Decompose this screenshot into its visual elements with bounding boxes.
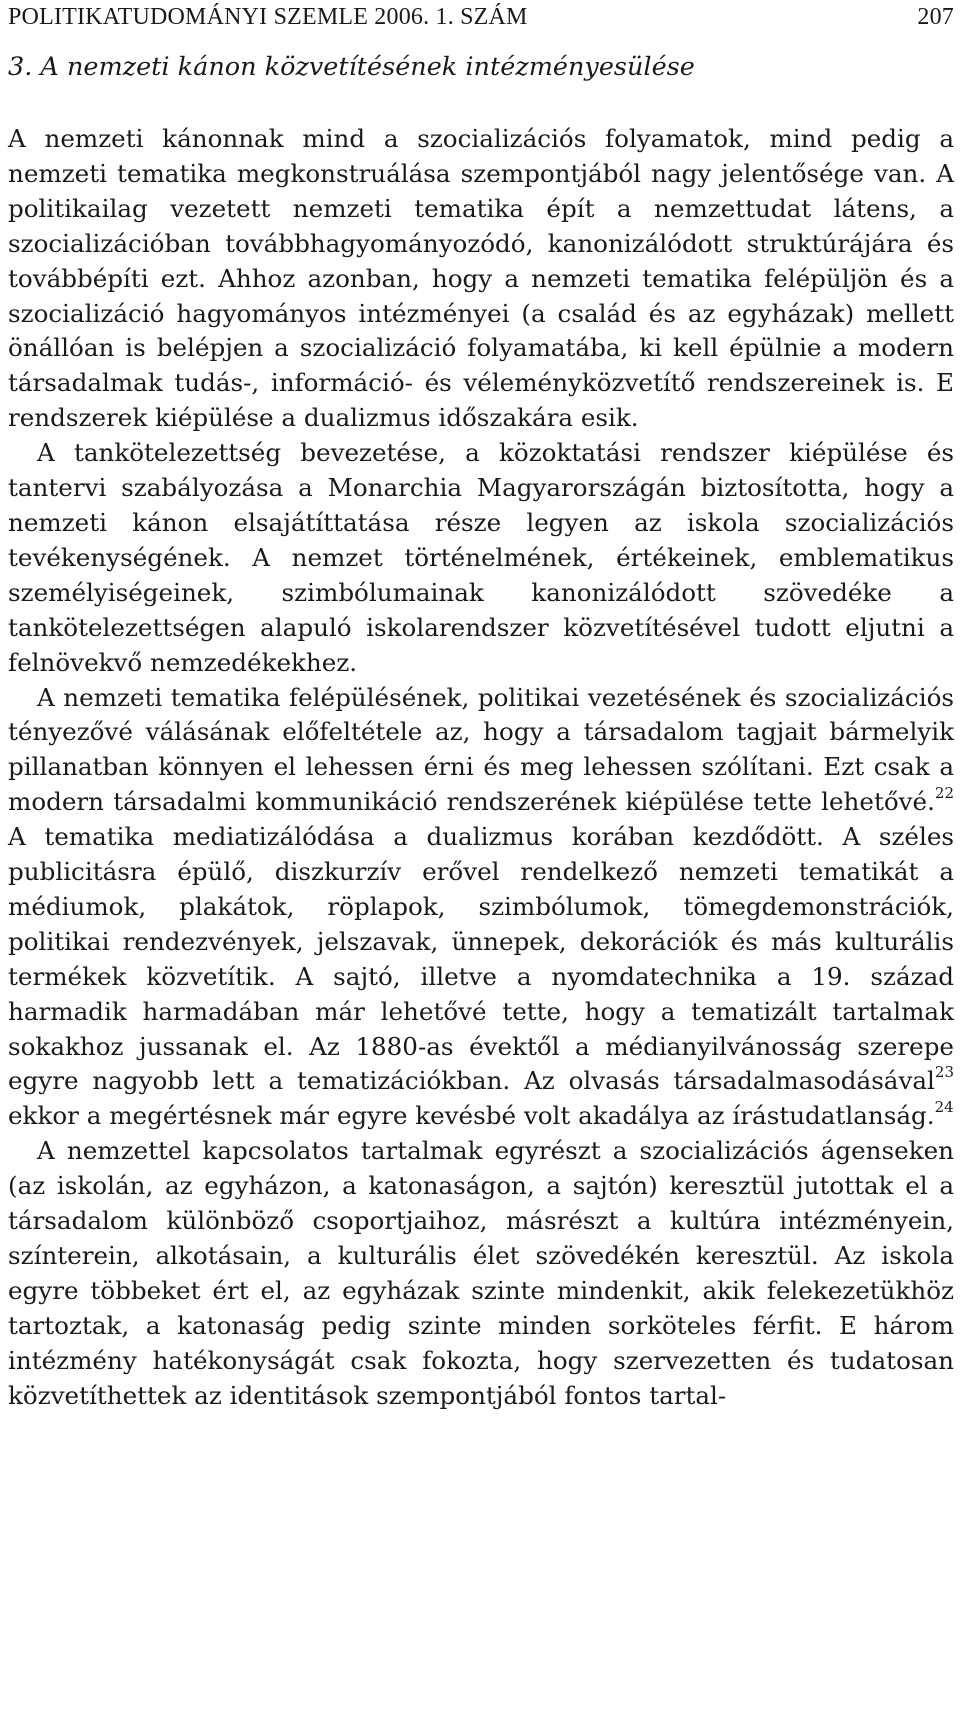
- paragraph-text: ekkor a megértésnek már egyre kevésbé volt akadálya az írástudatlanság.: [8, 1101, 935, 1131]
- footnote-marker: 22: [934, 784, 954, 803]
- paragraph-text: A nemzettel kapcsolatos tartalmak egyrészt a szocializációs ágenseken (az iskolán, az egyházon, a katonaságon, a sajtón) keresztül jutottak el a társadalom különböző csoportjaihoz, másrészt a kultúra intézményein, színterein, alkotásain, a kulturális élet szövedékén keresztül. Az iskola egyre többeket ért el, az egyházak szinte mindenkit, akik felekezetükhöz tartoztak, a katonaság pedig szinte minden sorköteles férfit. E három intézmény hatékonyságát csak fokozta, hogy szervezetten és tudatosan közvetíthettek az identitások szempontjából fontos tartal-: [8, 1136, 954, 1410]
- paragraph-text: A tankötelezettség bevezetése, a közoktatási rendszer kiépülése és tantervi szabályozása a Monarchia Magyarországán biztosította, hogy a nemzeti kánon elsajátíttatása része legyen az iskola szocializációs tevékenységének. A nemzet történelmének, értékeinek, emblematikus személyiségeinek, szimbólumainak kanonizálódott szövedéke a tankötelezettségen alapuló iskolarendszer közvetítésével tudott eljutni a felnövekvő nemzedékekhez.: [8, 438, 954, 677]
- section-heading: 3. A nemzeti kánon közvetítésének intézményesülése: [8, 52, 695, 82]
- document-page: [8, 0, 954, 1414]
- body-text: [8, 122, 954, 1414]
- page-number: 207: [917, 4, 954, 30]
- paragraph: [8, 436, 954, 680]
- footnote-marker: 24: [934, 1098, 954, 1117]
- paragraph-text: A nemzeti kánonnak mind a szocializációs folyamatok, mind pedig a nemzeti tematika megkonstruálása szempontjából nagy jelentősége van. A politikailag vezetett nemzeti tematika épít a nemzettudat látens, a szocializációban továbbhagyományozódó, kanonizálódott struktúrájára és továbbépíti ezt. Ahhoz azonban, hogy a nemzeti tematika felépüljön és a szocializáció hagyományos intézményei (a család és az egyházak) mellett önállóan is belépjen a szocializáció folyamatába, ki kell épülnie a modern társadalmak tudás-, információ- és véleményközvetítő rendszereinek is. E rendszerek kiépülése a dualizmus időszakára esik.: [8, 124, 954, 433]
- running-header: [8, 0, 954, 44]
- paragraph: [8, 1134, 954, 1413]
- paragraph: [8, 681, 954, 1135]
- journal-title: POLITIKATUDOMÁNYI SZEMLE 2006. 1. SZÁM: [8, 4, 528, 30]
- paragraph-text: A tematika mediatizálódása a dualizmus korában kezdődött. A széles publicitásra épülő, diszkurzív erővel rendelkező nemzeti tematikát a médiumok, plakátok, röplapok, szimbólumok, tömegdemonstrációk, politikai rendezvények, jelszavak, ünnepek, dekorációk és más kulturális termékek közvetítik. A sajtó, illetve a nyomdatechnika a 19. század harmadik harmadában már lehetővé tette, hogy a tematizált tartalmak sokakhoz jussanak el. Az 1880-as évektől a médianyilvánosság szerepe egyre nagyobb lett a tematizációkban. Az olvasás társadalmasodásával: [8, 822, 954, 1096]
- footnote-marker: 23: [934, 1063, 954, 1082]
- paragraph: [8, 122, 954, 436]
- paragraph-text: A nemzeti tematika felépülésének, politikai vezetésének és szocializációs tényezővé válásának előfeltétele az, hogy a társadalom tagjait bármelyik pillanatban könnyen el lehessen érni és meg lehessen szólítani. Ezt csak a modern társadalmi kommunikáció rendszerének kiépülése tette lehetővé.: [8, 682, 954, 817]
